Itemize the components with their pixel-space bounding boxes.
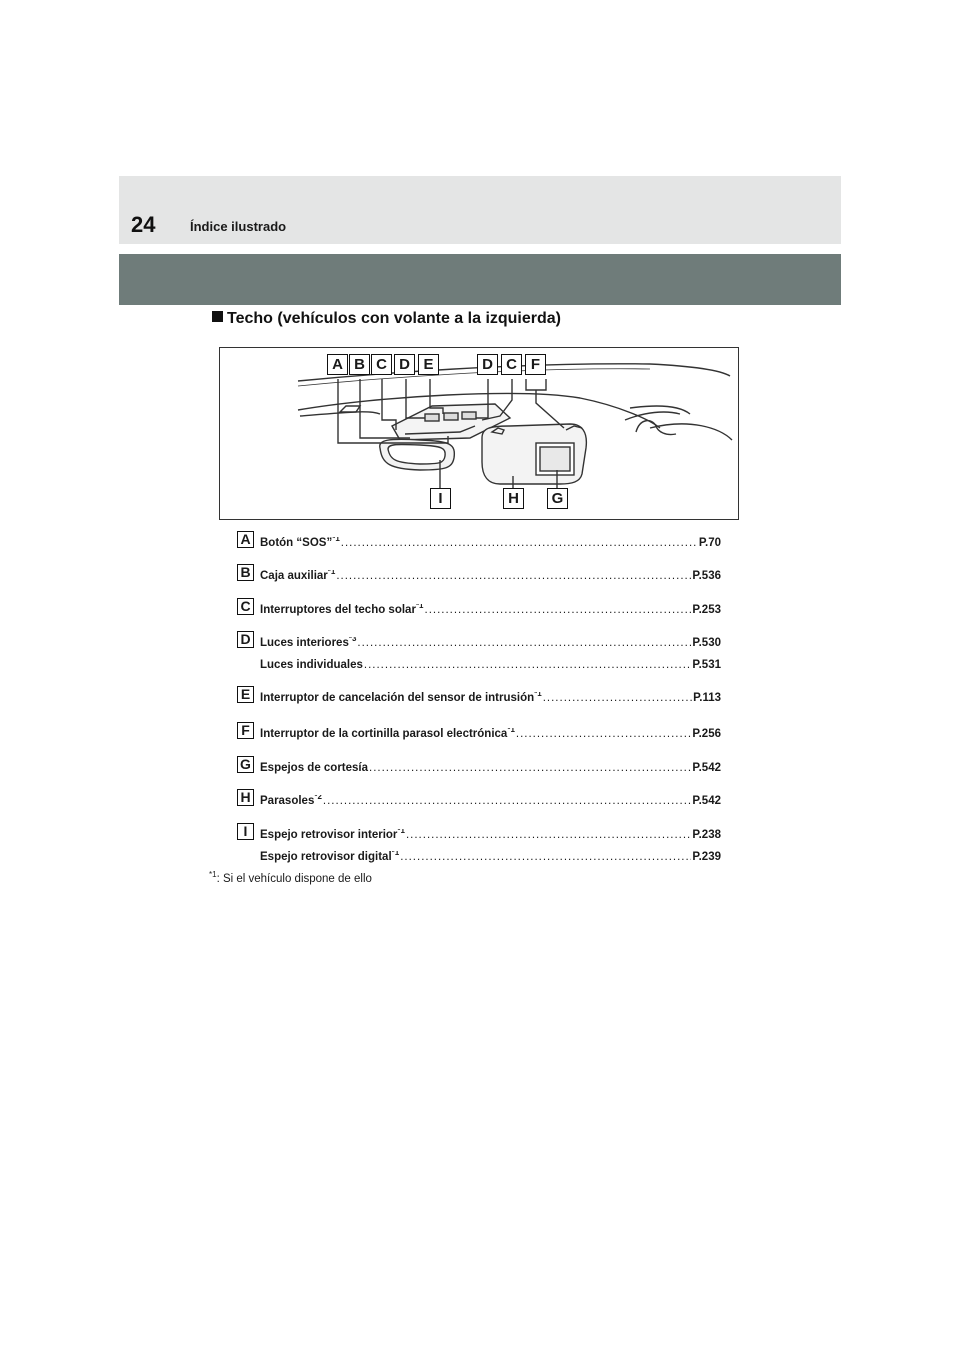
entry-letter: F bbox=[237, 722, 254, 739]
entry-letter: B bbox=[237, 564, 254, 581]
entry-line bbox=[260, 829, 721, 845]
entry-line bbox=[260, 728, 721, 744]
callout-c: C bbox=[501, 354, 522, 375]
page-reference[interactable]: P.530 bbox=[692, 637, 721, 649]
page-reference[interactable]: P.536 bbox=[692, 570, 721, 582]
entry-label: Espejo retrovisor interior bbox=[260, 829, 398, 841]
callout-i: I bbox=[430, 488, 451, 509]
page-reference[interactable]: P.113 bbox=[693, 692, 721, 704]
callout-d: D bbox=[477, 354, 498, 375]
entry-label: Parasoles bbox=[260, 795, 315, 807]
entry-line bbox=[260, 537, 721, 553]
dot-leader bbox=[425, 604, 692, 616]
entry-letter: G bbox=[237, 756, 254, 773]
entry-letter: H bbox=[237, 789, 254, 806]
dot-leader bbox=[400, 851, 691, 863]
entry-label: Interruptores del techo solar bbox=[260, 604, 416, 616]
dot-leader bbox=[543, 692, 692, 704]
entry-label: Interruptor de cancelación del sensor de intrusión bbox=[260, 692, 535, 704]
footnote-marker: *1 bbox=[391, 851, 400, 857]
callout-f: F bbox=[525, 354, 546, 375]
page-reference[interactable]: P.531 bbox=[692, 659, 721, 671]
dot-leader bbox=[336, 570, 691, 582]
heading-square-icon bbox=[212, 311, 223, 322]
entry-line bbox=[260, 692, 721, 708]
footnote-marker: *1 bbox=[209, 870, 217, 879]
callout-d: D bbox=[394, 354, 415, 375]
entry-letter: E bbox=[237, 686, 254, 703]
entry-line bbox=[260, 637, 721, 653]
dot-leader bbox=[369, 762, 691, 774]
section-heading bbox=[212, 310, 561, 328]
footnote-marker: *1 bbox=[397, 829, 405, 835]
page-reference[interactable]: P.542 bbox=[692, 762, 721, 774]
entry-line bbox=[260, 851, 721, 867]
page-reference[interactable]: P.238 bbox=[692, 829, 721, 841]
title-bar bbox=[119, 254, 841, 305]
dot-leader bbox=[516, 728, 692, 740]
callout-b: B bbox=[349, 354, 370, 375]
entry-line bbox=[260, 795, 721, 811]
page-reference[interactable]: P.542 bbox=[692, 795, 721, 807]
callout-c: C bbox=[371, 354, 392, 375]
dot-leader bbox=[364, 659, 692, 671]
entry-letter: C bbox=[237, 598, 254, 615]
entry-line bbox=[260, 604, 721, 620]
callout-a: A bbox=[327, 354, 348, 375]
heading-text: Techo (vehículos con volante a la izquierda) bbox=[227, 310, 561, 327]
footnote bbox=[209, 870, 372, 885]
roof-illustration bbox=[219, 347, 739, 520]
page-reference[interactable]: P.256 bbox=[692, 728, 721, 740]
footnote-text: : Si el vehículo dispone de ello bbox=[216, 873, 372, 885]
footnote-marker: *3 bbox=[348, 637, 357, 643]
callout-e: E bbox=[418, 354, 439, 375]
footnote-marker: *2 bbox=[314, 795, 322, 801]
dot-leader bbox=[357, 637, 691, 649]
entry-label: Luces interiores bbox=[260, 637, 349, 649]
entry-label: Espejo retrovisor digital bbox=[260, 851, 392, 863]
footnote-marker: *1 bbox=[332, 537, 340, 543]
entry-letter: A bbox=[237, 531, 254, 548]
footnote-marker: *1 bbox=[534, 692, 542, 698]
entry-letter: I bbox=[237, 823, 254, 840]
page-reference[interactable]: P.70 bbox=[698, 537, 721, 549]
entry-label: Botón “SOS” bbox=[260, 537, 333, 549]
entry-label: Interruptor de la cortinilla parasol electrónica bbox=[260, 728, 508, 740]
entry-line bbox=[260, 659, 721, 675]
entry-label: Luces individuales bbox=[260, 659, 363, 671]
dot-leader bbox=[406, 829, 691, 841]
dot-leader bbox=[323, 795, 692, 807]
callout-g: G bbox=[547, 488, 568, 509]
footnote-marker: *1 bbox=[327, 570, 336, 576]
page-reference[interactable]: P.239 bbox=[692, 851, 721, 863]
entry-line bbox=[260, 762, 721, 778]
entry-letter: D bbox=[237, 631, 254, 648]
entry-line bbox=[260, 570, 721, 586]
entry-label: Espejos de cortesía bbox=[260, 762, 369, 774]
section-title: Índice ilustrado bbox=[190, 219, 287, 234]
entry-label: Caja auxiliar bbox=[260, 570, 328, 582]
callout-h: H bbox=[503, 488, 524, 509]
footnote-marker: *1 bbox=[415, 604, 424, 610]
page-number: 24 bbox=[131, 212, 156, 237]
page-reference[interactable]: P.253 bbox=[692, 604, 721, 616]
dot-leader bbox=[341, 537, 698, 549]
footnote-marker: *1 bbox=[507, 728, 515, 734]
